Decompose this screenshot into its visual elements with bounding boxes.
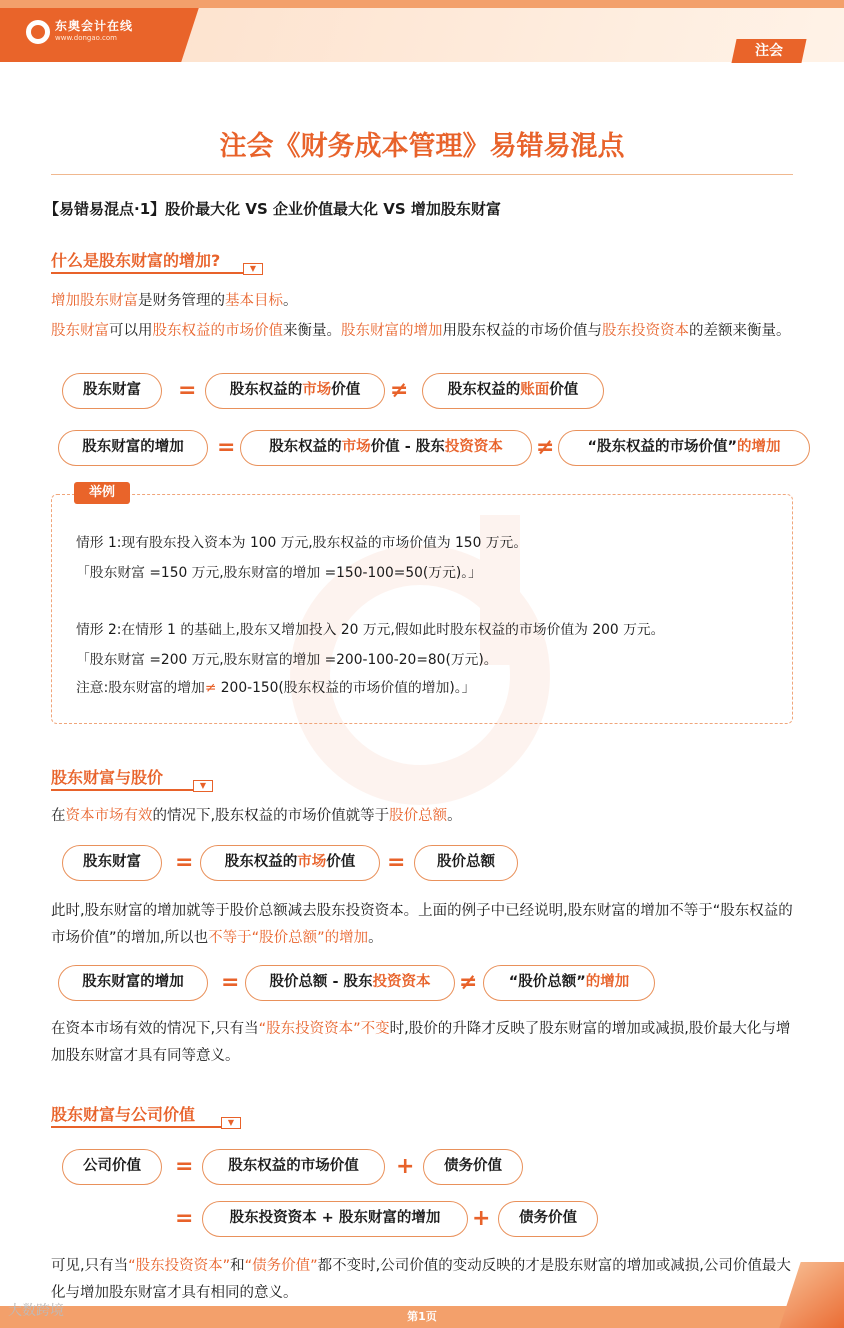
equals-sign: = (175, 850, 194, 875)
exam-tag: 注会 (731, 39, 806, 63)
equals-sign: = (175, 1154, 194, 1179)
title-divider (51, 174, 793, 175)
example-line: 情形 1:现有股东投入资本为 100 万元,股东权益的市场价值为 150 万元。 (76, 535, 528, 551)
example-line: 「股东财富 =200 万元,股东财富的增加 =200-100-20=80(万元)。 (76, 652, 498, 668)
banner-stripe (0, 0, 844, 8)
formula-term: “股东权益的市场价值”的增加 (558, 430, 810, 466)
equals-sign: = (221, 970, 240, 995)
formula-term: 股东财富 (62, 845, 162, 881)
not-equal-sign: ≠ (536, 435, 555, 460)
logo-text: 东奥会计在线 (55, 19, 134, 33)
point-subtitle: 【易错易混点·1】股价最大化 VS 企业价值最大化 VS 增加股东财富 (44, 200, 501, 218)
section-heading-3: 股东财富与公司价值 (51, 1105, 196, 1124)
formula-term: 股东投资资本 + 股东财富的增加 (202, 1201, 468, 1237)
formula-term: 股东权益的市场价值 (202, 1149, 385, 1185)
top-banner (0, 0, 844, 62)
formula-term: 股东财富的增加 (58, 430, 208, 466)
equals-sign: = (178, 378, 197, 403)
paragraph: 在资本市场有效的情况下,股东权益的市场价值就等于股价总额。 (51, 808, 462, 824)
section-underline-1 (51, 272, 263, 274)
equals-sign: = (217, 435, 236, 460)
page-title: 注会《财务成本管理》易错易混点 (219, 131, 625, 162)
formula-term: 股东权益的市场价值 (200, 845, 380, 881)
section-heading-1: 什么是股东财富的增加? (51, 251, 221, 270)
formula-term: 股东权益的市场价值 - 股东投资资本 (240, 430, 532, 466)
equals-sign: = (387, 850, 406, 875)
section-heading-2: 股东财富与股价 (51, 768, 164, 787)
paragraph: 可见,只有当“股东投资资本”和“债务价值”都不变时,公司价值的变动反映的才是股东财富的增加或减损,公司价值最大化与增加股东财富才具有相同的意义。 (51, 1258, 791, 1301)
paragraph: 在资本市场有效的情况下,只有当“股东投资资本”不变时,股价的升降才反映了股东财富的增加或减损,股价最大化与增加股东财富才具有同等意义。 (51, 1021, 791, 1064)
example-tag: 举例 (74, 482, 130, 504)
equals-sign: = (175, 1206, 194, 1231)
section-underline-3 (51, 1126, 241, 1128)
paragraph: 股东财富可以用股东权益的市场价值来衡量。股东财富的增加用股东权益的市场价值与股东投资资本的差额来衡量。 (51, 323, 791, 339)
chevron-down-icon: ▼ (221, 1117, 241, 1129)
example-line: 「股东财富 =150 万元,股东财富的增加 =150-100=50(万元)。」 (76, 565, 482, 581)
formula-term: 公司价值 (62, 1149, 162, 1185)
logo-icon (26, 20, 50, 44)
chevron-down-icon: ▼ (193, 780, 213, 792)
chevron-down-icon: ▼ (243, 263, 263, 275)
plus-sign: + (396, 1154, 415, 1179)
formula-term: 股东财富的增加 (58, 965, 208, 1001)
example-line: 情形 2:在情形 1 的基础上,股东又增加投入 20 万元,假如此时股东权益的市场价值为 200 万元。 (76, 622, 665, 638)
formula-term: 股东权益的账面价值 (422, 373, 604, 409)
formula-term: 股价总额 - 股东投资资本 (245, 965, 455, 1001)
not-equal-sign: ≠ (459, 970, 478, 995)
logo-url: www.dongao.com (55, 34, 117, 42)
formula-term: 股东权益的市场价值 (205, 373, 385, 409)
page-number: 第1页 (407, 1310, 437, 1323)
formula-term: 股东财富 (62, 373, 162, 409)
section-underline-2 (51, 789, 213, 791)
plus-sign: + (472, 1206, 491, 1231)
paragraph: 此时,股东财富的增加就等于股价总额减去股东投资资本。上面的例子中已经说明,股东财富的增加不等于“股东权益的市场价值”的增加,所以也不等于“股价总额”的增加。 (51, 903, 793, 946)
paragraph: 增加股东财富是财务管理的基本目标。 (51, 293, 298, 309)
formula-term: “股价总额”的增加 (483, 965, 655, 1001)
brand-watermark: 大数跨境 (8, 1303, 64, 1319)
formula-term: 股价总额 (414, 845, 518, 881)
formula-term: 债务价值 (498, 1201, 598, 1237)
not-equal-sign: ≠ (390, 378, 409, 403)
example-line: 注意:股东财富的增加≠ 200-150(股东权益的市场价值的增加)。」 (76, 680, 476, 696)
formula-term: 债务价值 (423, 1149, 523, 1185)
